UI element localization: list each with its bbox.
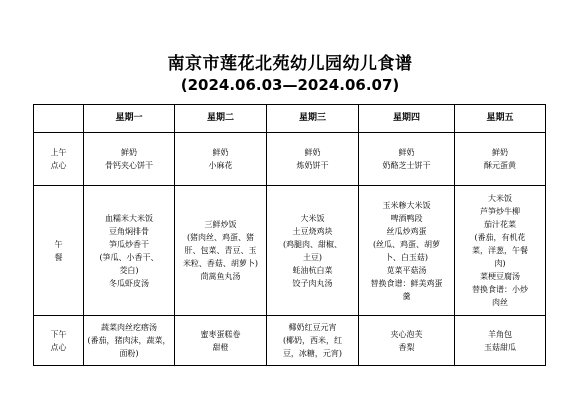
menu-item-line: 血糯米大米饭 [105, 213, 153, 223]
menu-item-line: 菜梗豆腐汤 [480, 272, 520, 281]
menu-cell-afternoon-snack-wednesday [267, 316, 359, 366]
menu-cell-afternoon-snack-tuesday [175, 316, 267, 366]
menu-item-line: 肉) [494, 259, 506, 268]
menu-item-line: 鲜奶 [121, 148, 137, 157]
menu-item-line: 肉丝 [492, 298, 508, 307]
row-label-line: 上午 [50, 148, 67, 157]
menu-item-line: 啤酒鸭段 [390, 213, 423, 223]
table-row-morning-snack [34, 133, 546, 186]
menu-item-line: 丝瓜炒鸡蛋 [386, 226, 427, 236]
menu-item-line: 香梨 [398, 342, 415, 352]
menu-item-line: 苋菜平菇汤 [386, 265, 427, 275]
menu-item-line: (椰奶，西米，红 [282, 336, 343, 345]
day-header-wednesday: 星期三 [267, 105, 359, 133]
menu-item-line: (番茄，有机花 [474, 233, 526, 242]
menu-item-line: 玉米糁大米饭 [382, 200, 431, 210]
table-header-row [34, 105, 546, 133]
menu-cell-morning-snack-monday [84, 133, 175, 186]
menu-cell-lunch-monday [84, 186, 175, 316]
page-title: 南京市莲花北苑幼儿园幼儿食谱 [167, 54, 413, 74]
menu-item-line: 茭白) [119, 265, 139, 275]
menu-item-line: 替换食谱：小炒 [472, 285, 528, 294]
day-header-friday: 星期五 [455, 105, 546, 133]
row-label-line: 点心 [50, 161, 67, 170]
menu-cell-afternoon-snack-monday [84, 316, 175, 366]
menu-cell-morning-snack-wednesday [267, 133, 359, 186]
menu-item-line: 三鲜炒饭 [204, 220, 237, 229]
menu-cell-lunch-wednesday [267, 186, 359, 316]
row-label-morning-snack [34, 133, 84, 186]
day-header-tuesday: 星期二 [175, 105, 267, 133]
menu-item-line: 豆角焖排骨 [109, 226, 149, 236]
day-header-monday: 星期一 [84, 105, 175, 133]
menu-cell-afternoon-snack-friday [455, 316, 546, 366]
menu-item-line: (笋瓜、小香干、 [99, 252, 159, 262]
menu-cell-morning-snack-tuesday [175, 133, 267, 186]
menu-item-line: 蔬菜肉丝疙瘩汤 [101, 323, 157, 332]
row-label-afternoon-snack [34, 316, 84, 366]
menu-cell-afternoon-snack-thursday [359, 316, 455, 366]
menu-item-line: (丝瓜、鸡蛋、胡萝 [372, 239, 441, 249]
menu-item-line: 冬瓜虾皮汤 [109, 278, 149, 288]
menu-item-line: 小麻花 [208, 161, 233, 170]
menu-item-line: 面粉) [119, 349, 139, 358]
menu-item-line: 夹心泡芙 [390, 329, 423, 339]
menu-item-line: 豆，冰糖，元宵) [282, 349, 343, 358]
menu-item-line: 茄汁花菜 [484, 220, 516, 229]
menu-item-line: 骨钙夹心饼干 [105, 161, 153, 170]
menu-cell-morning-snack-thursday [359, 133, 455, 186]
menu-item-line: 笋瓜炒香干 [109, 239, 149, 249]
row-label-line: 午 [54, 239, 63, 249]
menu-item-line: 鲜奶 [492, 148, 508, 157]
menu-item-line: 奶酪芝士饼干 [382, 161, 431, 170]
menu-table [33, 104, 546, 366]
menu-item-line: 土豆) [302, 252, 323, 262]
menu-item-line: 饺子肉丸汤 [292, 278, 333, 288]
row-label-lunch [34, 186, 84, 316]
menu-item-line: 米粒、香菇、胡萝卜) [182, 259, 259, 268]
menu-item-line: (番茄，猪肉沫，蔬菜， [87, 336, 171, 345]
row-label-line: 下午 [50, 329, 67, 339]
menu-item-line: 卜、白玉菇) [384, 252, 429, 262]
menu-cell-lunch-tuesday [175, 186, 267, 316]
menu-item-line: 大米饭 [488, 194, 512, 203]
menu-cell-morning-snack-friday [455, 133, 546, 186]
menu-item-line: 鲜奶 [212, 148, 229, 157]
menu-item-line: 肝、包菜、青豆、玉 [184, 246, 257, 255]
menu-item-line: 茼蒿鱼丸汤 [200, 272, 241, 281]
date-range: (2024.06.03—2024.06.07) [180, 76, 400, 94]
menu-item-line: 鲜奶 [398, 148, 415, 157]
menu-item-line: 鲜奶 [304, 148, 321, 157]
menu-item-line: 大米饭 [300, 213, 325, 223]
day-header-thursday: 星期四 [359, 105, 455, 133]
menu-item-line: 椰奶红豆元宵 [288, 323, 337, 332]
menu-item-line: 替换食谱：鲜美鸡蛋 [370, 278, 443, 288]
row-label-line: 点心 [50, 342, 67, 352]
menu-item-line: 蚝油杭白菜 [292, 265, 333, 275]
menu-item-line: 芦笋炒牛柳 [480, 207, 520, 216]
menu-item-line: 甜橙 [212, 342, 229, 352]
corner-cell [34, 105, 84, 133]
menu-item-line: 酥元蛋黄 [484, 161, 516, 170]
menu-item-line: 蜜枣蛋糕卷 [200, 329, 241, 339]
menu-cell-lunch-thursday [359, 186, 455, 316]
table-row-afternoon-snack [34, 316, 546, 366]
menu-item-line: 菜，洋葱，午餐 [472, 246, 528, 255]
menu-item-line: (猪肉丝、鸡蛋、猪 [186, 233, 255, 242]
row-label-line: 餐 [54, 252, 63, 262]
menu-cell-lunch-friday [455, 186, 546, 316]
menu-item-line: 玉菇甜瓜 [484, 342, 516, 352]
menu-item-line: 羹 [402, 291, 411, 301]
menu-item-line: 炼奶饼干 [296, 161, 329, 170]
table-row-lunch [34, 186, 546, 316]
menu-item-line: 羊角包 [488, 329, 512, 339]
menu-item-line: (鸡腿肉、甜椒、 [282, 239, 343, 249]
menu-item-line: 土豆烧鸡块 [292, 226, 333, 236]
